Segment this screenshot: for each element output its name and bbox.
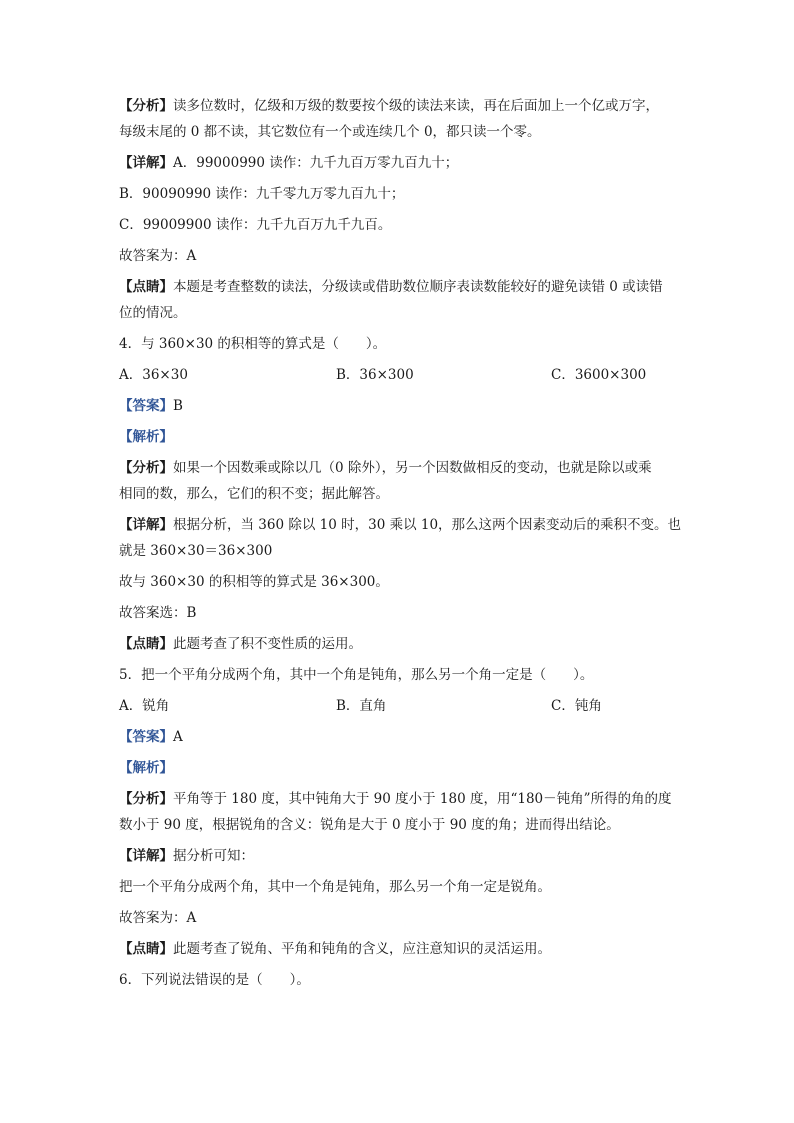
q5-option-b: B．直角 (336, 698, 387, 714)
q5-comment-text: 此题考查了锐角、平角和钝角的含义，应注意知识的灵活运用。 (173, 941, 551, 957)
analysis-tag: 【分析】 (119, 791, 173, 807)
q3-detail-line-1 (119, 153, 679, 173)
q4-answer (119, 396, 679, 416)
q4-detail-line-2: 就是 360×30＝36×300 (119, 543, 273, 559)
q4-option-a: A．36×30 (119, 367, 188, 383)
q5-conclusion: 故答案为：A (119, 910, 197, 926)
q3-detail-line-2: B．90090990 读作：九千零九万零九百九十； (119, 186, 405, 202)
q4-analysis-line-2: 相同的数，那么，它们的积不变；据此解答。 (119, 486, 389, 502)
q5-analysis-line-1 (119, 789, 679, 809)
q4-answer-value: B (173, 398, 183, 414)
q3-analysis-line-2: 每级末尾的 0 都不读，其它数位有一个或连续几个 0，都只读一个零。 (119, 124, 541, 140)
q4-comment-text: 此题考查了积不变性质的运用。 (173, 636, 362, 652)
q5-detail-line-1 (119, 846, 679, 866)
q5-answer (119, 727, 679, 747)
q4-options (119, 365, 679, 385)
solution-tag: 【解析】 (119, 429, 173, 445)
q3-conclusion: 故答案为：A (119, 248, 197, 264)
q6-stem: 6．下列说法错误的是（ ）。 (119, 972, 310, 988)
answer-tag: 【答案】 (119, 729, 173, 745)
analysis-tag: 【分析】 (119, 460, 173, 476)
q4-solution-heading (119, 427, 679, 447)
q4-stem: 4．与 360×30 的积相等的算式是（ ）。 (119, 336, 387, 352)
comment-tag: 【点睛】 (119, 279, 173, 295)
q4-detail-text-1: 根据分析，当 360 除以 10 时，30 乘以 10，那么这两个因素变动后的乘积不变。也 (173, 517, 682, 533)
q3-comment-line-1 (119, 277, 679, 297)
q5-option-c: C．钝角 (551, 698, 602, 714)
q4-detail-line-3: 故与 360×30 的积相等的算式是 36×300。 (119, 574, 389, 590)
comment-tag: 【点睛】 (119, 941, 173, 957)
page-content (119, 96, 682, 1001)
q5-options (119, 696, 679, 716)
q5-stem: 5．把一个平角分成两个角，其中一个角是钝角，那么另一个角一定是（ ）。 (119, 667, 594, 683)
q4-conclusion: 故答案选：B (119, 605, 197, 621)
q5-analysis-line-2: 数小于 90 度，根据锐角的含义：锐角是大于 0 度小于 90 度的角；进而得出结论。 (119, 817, 620, 833)
q5-analysis-text-1: 平角等于 180 度，其中钝角大于 90 度小于 180 度，用“180－钝角”所得的角的度 (173, 791, 672, 807)
solution-tag: 【解析】 (119, 760, 173, 776)
q4-option-c: C．3600×300 (551, 367, 647, 383)
q3-comment-line-2: 位的情况。 (119, 305, 187, 321)
q3-detail-text-1: A．99000990 读作：九千九百万零九百九十； (173, 155, 459, 171)
q3-analysis-line-1 (119, 96, 679, 116)
q5-solution-heading (119, 758, 679, 778)
q3-comment-text-1: 本题是考查整数的读法，分级读或借助数位顺序表读数能较好的避免读错 0 或读错 (173, 279, 663, 295)
q4-analysis-text-1: 如果一个因数乘或除以几（0 除外），另一个因数做相反的变动，也就是除以或乘 (173, 460, 652, 476)
q5-detail-text-1: 据分析可知： (173, 848, 254, 864)
q4-comment (119, 634, 679, 654)
q3-analysis-text-1: 读多位数时，亿级和万级的数要按个级的读法来读，再在后面加上一个亿或万字， (173, 98, 659, 114)
q5-answer-value: A (173, 729, 183, 745)
q5-comment (119, 939, 679, 959)
answer-tag: 【答案】 (119, 398, 173, 414)
detail-tag: 【详解】 (119, 155, 173, 171)
q3-detail-line-3: C．99009900 读作：九千九百万九千九百。 (119, 217, 392, 233)
q4-analysis-line-1 (119, 458, 679, 478)
comment-tag: 【点睛】 (119, 636, 173, 652)
q5-detail-line-2: 把一个平角分成两个角，其中一个角是钝角，那么另一个角一定是锐角。 (119, 879, 551, 895)
detail-tag: 【详解】 (119, 848, 173, 864)
detail-tag: 【详解】 (119, 517, 173, 533)
q4-option-b: B．36×300 (336, 367, 414, 383)
q4-detail-line-1 (119, 515, 682, 535)
q5-option-a: A．锐角 (119, 698, 170, 714)
analysis-tag: 【分析】 (119, 98, 173, 114)
